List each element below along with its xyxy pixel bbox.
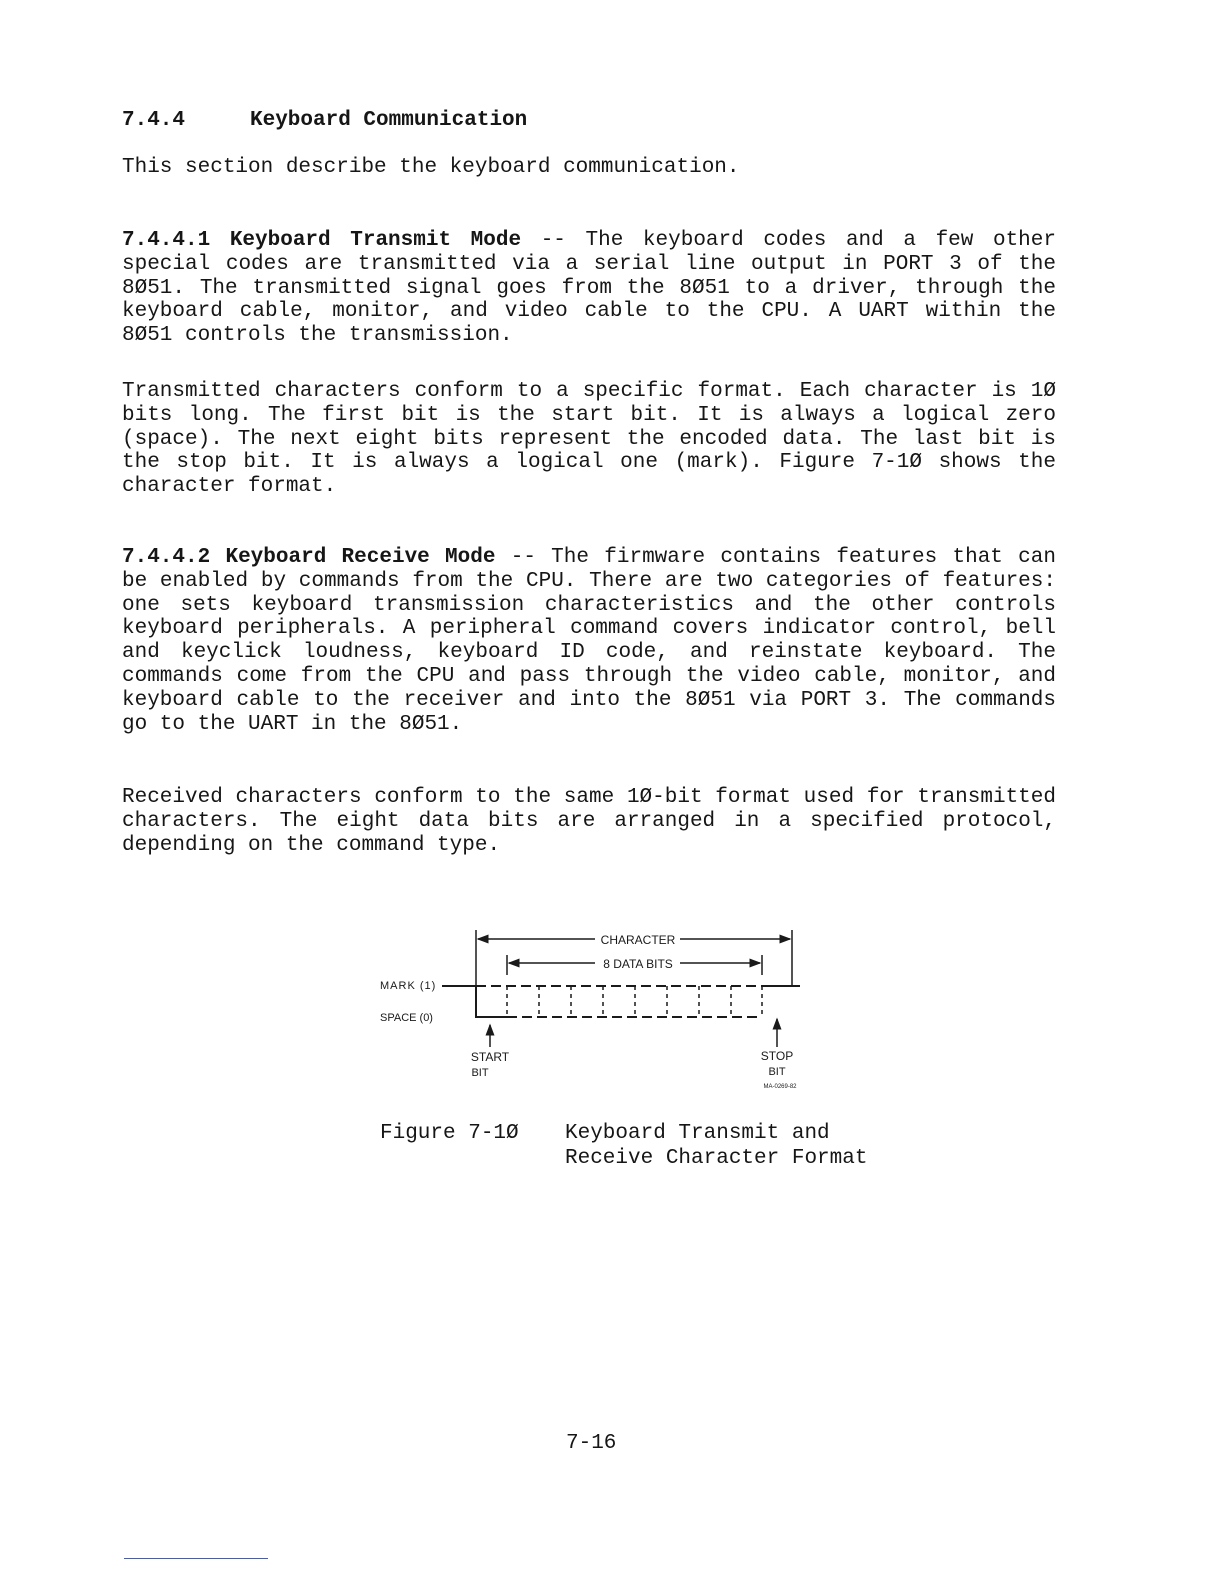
mark-label: MARK (1) bbox=[380, 980, 437, 992]
transmit-paragraph-1 bbox=[122, 229, 1056, 348]
bit-boundaries bbox=[507, 986, 762, 1017]
waveform-start bbox=[442, 986, 507, 1017]
section-intro: This section describe the keyboard communication. bbox=[122, 156, 740, 179]
space-label: SPACE (0) bbox=[380, 1012, 433, 1024]
section-number: 7.4.4 bbox=[122, 109, 186, 132]
receive-paragraph-2: Received characters conform to the same 1Ø-bit format used for transmitted characters. The eight data bits are arranged in a specified protocol, depending on the command type. bbox=[122, 786, 1056, 857]
receive-text: -- The firmware contains features that can be enabled by commands from the CPU. There are two categories of features: one sets keyboard transmission characteristics and the other controls keyboard peripherals. A peripheral command covers indicator control, bell and keyclick loudness, keyboard ID code, and reinstate keyboard. The commands come from the CPU and pass through the video cable, monitor, and keyboard cable to the receiver and into the 8Ø51 via PORT 3. The commands go to the UART in the 8Ø51. bbox=[122, 546, 1056, 736]
character-format-diagram bbox=[370, 925, 820, 1095]
figure-title: Keyboard Transmit and Receive Character Format bbox=[565, 1122, 868, 1170]
section-title: Keyboard Communication bbox=[250, 109, 528, 132]
figure-code: MA-0269-82 bbox=[763, 1084, 797, 1090]
character-label: CHARACTER bbox=[600, 933, 676, 947]
transmit-heading: 7.4.4.1 Keyboard Transmit Mode bbox=[122, 229, 522, 252]
databits-label: 8 DATA BITS bbox=[603, 957, 673, 971]
start-bit-label: BIT bbox=[471, 1067, 489, 1079]
page-number: 7-16 bbox=[566, 1432, 617, 1455]
section-heading bbox=[122, 109, 527, 132]
stop-bit-label: BIT bbox=[768, 1066, 786, 1078]
transmit-text: -- The keyboard codes and a few other special codes are transmitted via a serial line output in PORT 3 of the 8Ø51. The transmitted signal goes from the 8Ø51 to a driver, through the keyboard cable, monitor, and video cable to the CPU. A UART within the 8Ø51 controls the transmission. bbox=[122, 229, 1056, 348]
receive-paragraph-1 bbox=[122, 546, 1056, 736]
transmit-paragraph-2: Transmitted characters conform to a specific format. Each character is 1Ø bits long. The first bit is the start bit. It is always a logical zero (space). The next eight bits represent the encoded data. The last bit is the stop bit. It is always a logical one (mark). Figure 7-1Ø shows the character format. bbox=[122, 380, 1056, 499]
start-label: START bbox=[470, 1050, 510, 1064]
figure-number: Figure 7-1Ø bbox=[380, 1122, 519, 1145]
footer-rule bbox=[124, 1558, 268, 1559]
stop-label: STOP bbox=[760, 1049, 794, 1063]
receive-heading: 7.4.4.2 Keyboard Receive Mode bbox=[122, 546, 496, 569]
